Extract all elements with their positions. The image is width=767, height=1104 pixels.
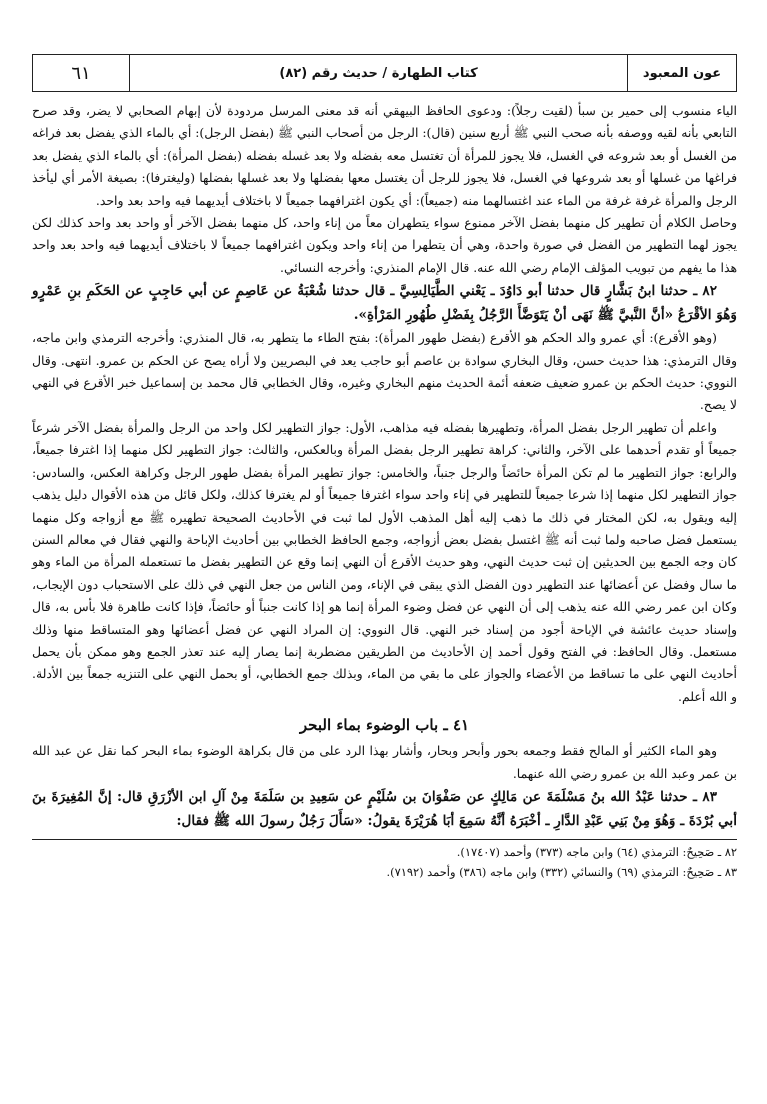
commentary-paragraph: الياء منسوب إلى حمير بن سبأ (لقيت رجلاً): ودعوى الحافظ البيهقي أنه قد معنى المرسل مردودة لأن إبهام الصحابي لا يضر، وقد صرح التابعي بأنه لقيه ووصفه بأنه صحب النبي ﷺ أربع سنين (قال): الرجل من أصحاب النبي ﷺ (بفضل الرجل): أي بالماء الذي يفضل بعد فراغه من الغسل أو بعد شروعه في الغسل، فلا يجوز للمرأة أن تغتسل معه بفضله ولا بعد غسله بفضله (بفضل المرأة): أي بالماء الذي يفضل بعد فراغها من غسلها أو بعد شروعها في الغسل، فلا يجوز للرجل أن يغتسل معها بفضلها ولا بعد غسلها بفضلها (وليغترفا): بصيغة الأمر أي ليأخذ الرجل والمرأة غرفة غرفة من الماء عند اغتسالهما منه (جميعاً): أي يكون اغترافهما جميعاً لا باختلاف أيديهما فيه واحد بعد واحد.: [32, 103, 737, 208]
chapter-title: كتاب الطهارة / حديث رقم (٨٢): [279, 65, 478, 81]
page-number: ٦١: [33, 55, 130, 91]
commentary-paragraph: واعلم أن تطهير الرجل بفضل المرأة، وتطهيرها بفضله فيه مذاهب، الأول: جواز التطهير لكل واحد من الرجل والمرأة بفضل الآخر شرعاً جميعاً أو تقدم أحدهما على الآخر، والثاني: كراهة تطهير الرجل بفضل المرأة وبالعكس، والثالث: جواز التطهير لكل منهما إذا اغترفا جميعاً، والرابع: جواز التطهير ما لم تكن المرأة حائضاً والرجل جنباً، والخامس: جواز تطهير المرأة بفضل طهور الرجل وكراهة العكس، والسادس: جواز التطهير لكل منهما إذا شرعا جميعاً للتطهير في إناء واحد سواء اغترفا جميعاً أو لم يغترفا كذلك، ولكل قائل من هذه الأقوال دليل يذهب إليه ويقول به، لكن المختار في ذلك ما ذهب إليه أهل المذهب الأول لما ثبت في الأحاديث الصحيحة تطهيره ﷺ مع أزواجه وكل منهما يستعمل فضل صاحبه ولما ثبت أنه ﷺ اغتسل بفضل بعض أزواجه، وجمع الحافظ الخطابي بين أحاديث الإباحة والنهي فقال في معالم السنن كان وجه الجمع بين الحديثين إن ثبت حديث النهي، وهو حديث الأقرع أن النهي إنما وقع عن التطهير بفضل ما تستعمله المرأة من الماء وهو ما سال وفضل عن أعضائها عند التطهير دون الفضل الذي يبقى في الإناء، ومن الناس من جعل النهي في ذلك على الاستحباب دون الإيجاب، وكان ابن عمر رضي الله عنه يذهب إلى أن النهي عن فضل وضوء المرأة إنما هو إذا كانت جنباً أو حائضاً، فإذا كانت طاهرة فلا بأس به، قال وإسناد حديث عائشة في الإباحة أجود من إسناد خبر النهي. قال النووي: إن المراد النهي عن فضل أعضائها وهو المتساقط منها وذلك مستعمل. وقال الحافظ: في الفتح وقول أحمد إن الأحاديث من الطريقين مضطربة إنما يصار إليه عند تعذر الجمع وهو ممكن بأن يحمل أحاديث النهي على ما تساقط من الأعضاء والجواز على ما بقي من الماء، وبذلك جمع الخطابي، أو بحمل النهي على التنزيه جمعاً بين الأدلة. و الله أعلم.: [32, 419, 737, 704]
hadith-83: ٨٣ ـ حدثنا عَبْدُ الله بنُ مَسْلَمَةَ عن مَالِكٍ عن صَفْوَانَ بن سُلَيْمٍ عن سَعِيدِ بن سَلَمَةَ مِنْ آلِ ابن الأزْرَقِ قال: إنَّ المُغِيرَةَ بنَ أبي بُرْدَةَ ـ وَهُوَ مِنْ بَنِي عَبْدِ الدَّارِ ـ أخْبَرَهُ أنَّهُ سَمِعَ أبَا هُرَيْرَةَ يقولُ: «سَأَلَ رَجُلٌ رسولَ الله ﷺ فقال:: [32, 788, 737, 829]
book-title: عون المعبود: [627, 55, 736, 91]
footnote: ٨٣ ـ صَحِيحٌ: الترمذي (٦٩) والنسائي (٣٣٢) وابن ماجه (٣٨٦) وأحمد (٧١٩٢).: [386, 864, 737, 879]
page-header: [32, 54, 737, 92]
commentary-paragraph: (وهو الأقرع): أي عمرو والد الحكم هو الأقرع (بفضل طهور المرأة): بفتح الطاء ما يتطهر به، قال المنذري: وأخرجه الترمذي وابن ماجه، وقال الترمذي: هذا حديث حسن، وقال البخاري سوادة بن عاصم أبو حاجب يعد في البصريين ولا أراه يصح عن الحكم بن عمرو. انتهى. وقال النووي: حديث الحكم بن عمرو ضعيف ضعفه أئمة الحديث منهم البخاري وغيره، وقال الخطابي قال محمد بن إسماعيل خبر الأقرع في النهي لا يصح.: [32, 330, 737, 413]
hadith-82: ٨٢ ـ حدثنا ابنُ بَشَّارٍ قال حدثنا أبو دَاوُدَ ـ يَعْني الطَّيَالِسِيَّ ـ قال حدثنا شُعْبَةُ عن عَاصِمٍ عن أبي حَاجِبٍ عن الحَكَمِ بنِ عَمْرٍو وَهُوَ الأقْرَعُ «أنَّ النَّبيَّ ﷺ نَهَى أنْ يَتَوَضَّأَ الرَّجُلُ بِفَضْلِ طُهُورِ المَرْأةِ».: [32, 283, 737, 324]
footnote: ٨٢ ـ صَحِيحٌ: الترمذي (٦٤) وابن ماجه (٣٧٣) وأحمد (١٧٤٠٧).: [456, 844, 737, 859]
footnotes: [32, 839, 737, 882]
document-page: [32, 54, 737, 882]
section-intro: وهو الماء الكثير أو المالح فقط وجمعه بحور وأبحر وبحار، وأشار بهذا الرد على من قال بكراهة الوضوء بماء البحر كما نقل عن عبد الله بن عمر وعبد الله بن عمرو رضي الله عنهما.: [32, 743, 737, 781]
section-heading: ٤١ ـ باب الوضوء بماء البحر: [299, 716, 470, 735]
commentary-paragraph: وحاصل الكلام أن تطهير كل منهما بفضل الآخر ممنوع سواء يتطهران معاً من إناء واحد، كل منهما بفضل الآخر أو واحد بعد واحد كذلك لكن يجوز لهما التطهير من الفضل في صورة واحدة، وهي أن يتطهرا من إناء واحد ويكون اغترافهما جميعاً لا باختلاف أيديهما فيه واحد بعد واحد هذا ما يفهم من تبويب المؤلف الإمام رضي الله عنه. قال الإمام المنذري: وأخرجه النسائي.: [32, 215, 737, 275]
page-body: [32, 100, 737, 833]
